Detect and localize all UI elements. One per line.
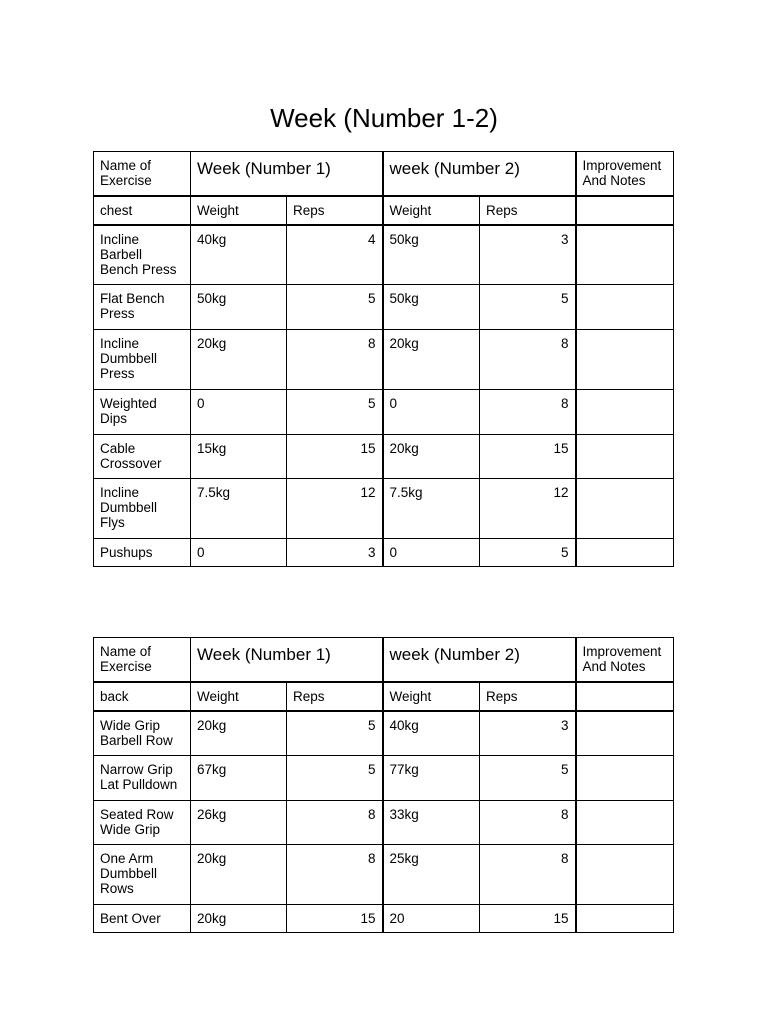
week-2-weight-cell: 25kg	[383, 845, 480, 905]
week-2-weight-header: Weight	[383, 682, 480, 711]
week-2-reps-cell: 12	[480, 479, 576, 539]
week-2-weight-cell: 20kg	[383, 330, 480, 390]
week-2-reps-cell: 8	[480, 845, 576, 905]
week-1-reps-cell: 5	[287, 711, 383, 756]
week-2-weight-cell: 7.5kg	[383, 479, 480, 539]
table-row	[94, 756, 674, 801]
table-row	[94, 845, 674, 905]
table-row	[94, 285, 674, 330]
week-2-reps-cell: 8	[480, 390, 576, 435]
exercise-name-cell: Weighted Dips	[94, 390, 191, 435]
week-1-weight-header: Weight	[191, 682, 287, 711]
week-1-weight-cell: 50kg	[191, 285, 287, 330]
notes-cell	[576, 711, 674, 756]
notes-header: Improvement And Notes	[576, 152, 674, 196]
week-2-reps-cell: 15	[480, 435, 576, 479]
week-1-weight-cell: 20kg	[191, 711, 287, 756]
table-row	[94, 225, 674, 285]
notes-cell	[576, 756, 674, 801]
week-1-reps-cell: 3	[287, 539, 383, 567]
week-2-weight-cell: 20kg	[383, 435, 480, 479]
week-1-weight-cell: 15kg	[191, 435, 287, 479]
table-row	[94, 539, 674, 567]
week-2-weight-header: Weight	[383, 196, 480, 225]
notes-cell	[576, 801, 674, 845]
week-1-weight-cell: 67kg	[191, 756, 287, 801]
table-subheader-row	[94, 682, 674, 711]
notes-cell	[576, 225, 674, 285]
week-1-header: Week (Number 1)	[191, 152, 383, 196]
table-subheader-row	[94, 196, 674, 225]
exercise-name-cell: One Arm Dumbbell Rows	[94, 845, 191, 905]
week-2-weight-cell: 0	[383, 390, 480, 435]
table-header-row	[94, 152, 674, 196]
week-2-reps-cell: 3	[480, 711, 576, 756]
week-1-reps-header: Reps	[287, 682, 383, 711]
week-1-weight-cell: 26kg	[191, 801, 287, 845]
table-row	[94, 330, 674, 390]
notes-cell	[576, 390, 674, 435]
table-header-row	[94, 638, 674, 682]
notes-cell	[576, 905, 674, 933]
notes-header: Improvement And Notes	[576, 638, 674, 682]
week-1-reps-cell: 5	[287, 285, 383, 330]
exercise-name-cell: Seated Row Wide Grip	[94, 801, 191, 845]
table-row	[94, 435, 674, 479]
notes-subheader-cell	[576, 196, 674, 225]
week-2-header: week (Number 2)	[383, 152, 576, 196]
exercise-name-cell: Incline Dumbbell Press	[94, 330, 191, 390]
week-2-weight-cell: 33kg	[383, 801, 480, 845]
table-row	[94, 390, 674, 435]
category-label: chest	[94, 196, 191, 225]
notes-cell	[576, 285, 674, 330]
week-1-weight-cell: 20kg	[191, 330, 287, 390]
notes-cell	[576, 539, 674, 567]
notes-cell	[576, 479, 674, 539]
week-1-weight-header: Weight	[191, 196, 287, 225]
category-label: back	[94, 682, 191, 711]
week-1-weight-cell: 0	[191, 390, 287, 435]
week-2-weight-cell: 50kg	[383, 285, 480, 330]
week-1-weight-cell: 40kg	[191, 225, 287, 285]
exercise-name-cell: Pushups	[94, 539, 191, 567]
exercise-name-cell: Incline Barbell Bench Press	[94, 225, 191, 285]
week-2-weight-cell: 20	[383, 905, 480, 933]
exercise-name-cell: Bent Over	[94, 905, 191, 933]
notes-cell	[576, 845, 674, 905]
back-workout-table	[93, 637, 674, 933]
week-2-weight-cell: 50kg	[383, 225, 480, 285]
week-2-reps-cell: 5	[480, 756, 576, 801]
week-1-reps-cell: 15	[287, 905, 383, 933]
exercise-name-cell: Cable Crossover	[94, 435, 191, 479]
week-2-reps-cell: 3	[480, 225, 576, 285]
week-1-reps-cell: 5	[287, 756, 383, 801]
week-2-weight-cell: 0	[383, 539, 480, 567]
notes-cell	[576, 330, 674, 390]
week-2-reps-cell: 8	[480, 330, 576, 390]
week-1-reps-cell: 8	[287, 330, 383, 390]
week-2-reps-cell: 8	[480, 801, 576, 845]
week-1-weight-cell: 0	[191, 539, 287, 567]
week-1-reps-header: Reps	[287, 196, 383, 225]
week-1-weight-cell: 20kg	[191, 845, 287, 905]
chest-workout-table	[93, 151, 674, 567]
exercise-name-cell: Incline Dumbbell Flys	[94, 479, 191, 539]
week-1-reps-cell: 12	[287, 479, 383, 539]
week-1-reps-cell: 4	[287, 225, 383, 285]
table-row	[94, 905, 674, 933]
table-row	[94, 711, 674, 756]
exercise-name-cell: Wide Grip Barbell Row	[94, 711, 191, 756]
week-2-weight-cell: 40kg	[383, 711, 480, 756]
week-2-reps-cell: 5	[480, 539, 576, 567]
week-2-weight-cell: 77kg	[383, 756, 480, 801]
week-1-reps-cell: 15	[287, 435, 383, 479]
week-2-reps-cell: 5	[480, 285, 576, 330]
week-1-weight-cell: 20kg	[191, 905, 287, 933]
exercise-name-header: Name of Exercise	[94, 152, 191, 196]
exercise-name-cell: Narrow Grip Lat Pulldown	[94, 756, 191, 801]
exercise-name-header: Name of Exercise	[94, 638, 191, 682]
week-2-header: week (Number 2)	[383, 638, 576, 682]
table-row	[94, 801, 674, 845]
week-1-weight-cell: 7.5kg	[191, 479, 287, 539]
week-1-reps-cell: 8	[287, 845, 383, 905]
page-title: Week (Number 1-2)	[270, 103, 498, 133]
week-2-reps-header: Reps	[480, 682, 576, 711]
exercise-name-cell: Flat Bench Press	[94, 285, 191, 330]
week-2-reps-cell: 15	[480, 905, 576, 933]
week-2-reps-header: Reps	[480, 196, 576, 225]
week-1-header: Week (Number 1)	[191, 638, 383, 682]
table-row	[94, 479, 674, 539]
week-1-reps-cell: 5	[287, 390, 383, 435]
notes-cell	[576, 435, 674, 479]
notes-subheader-cell	[576, 682, 674, 711]
week-1-reps-cell: 8	[287, 801, 383, 845]
